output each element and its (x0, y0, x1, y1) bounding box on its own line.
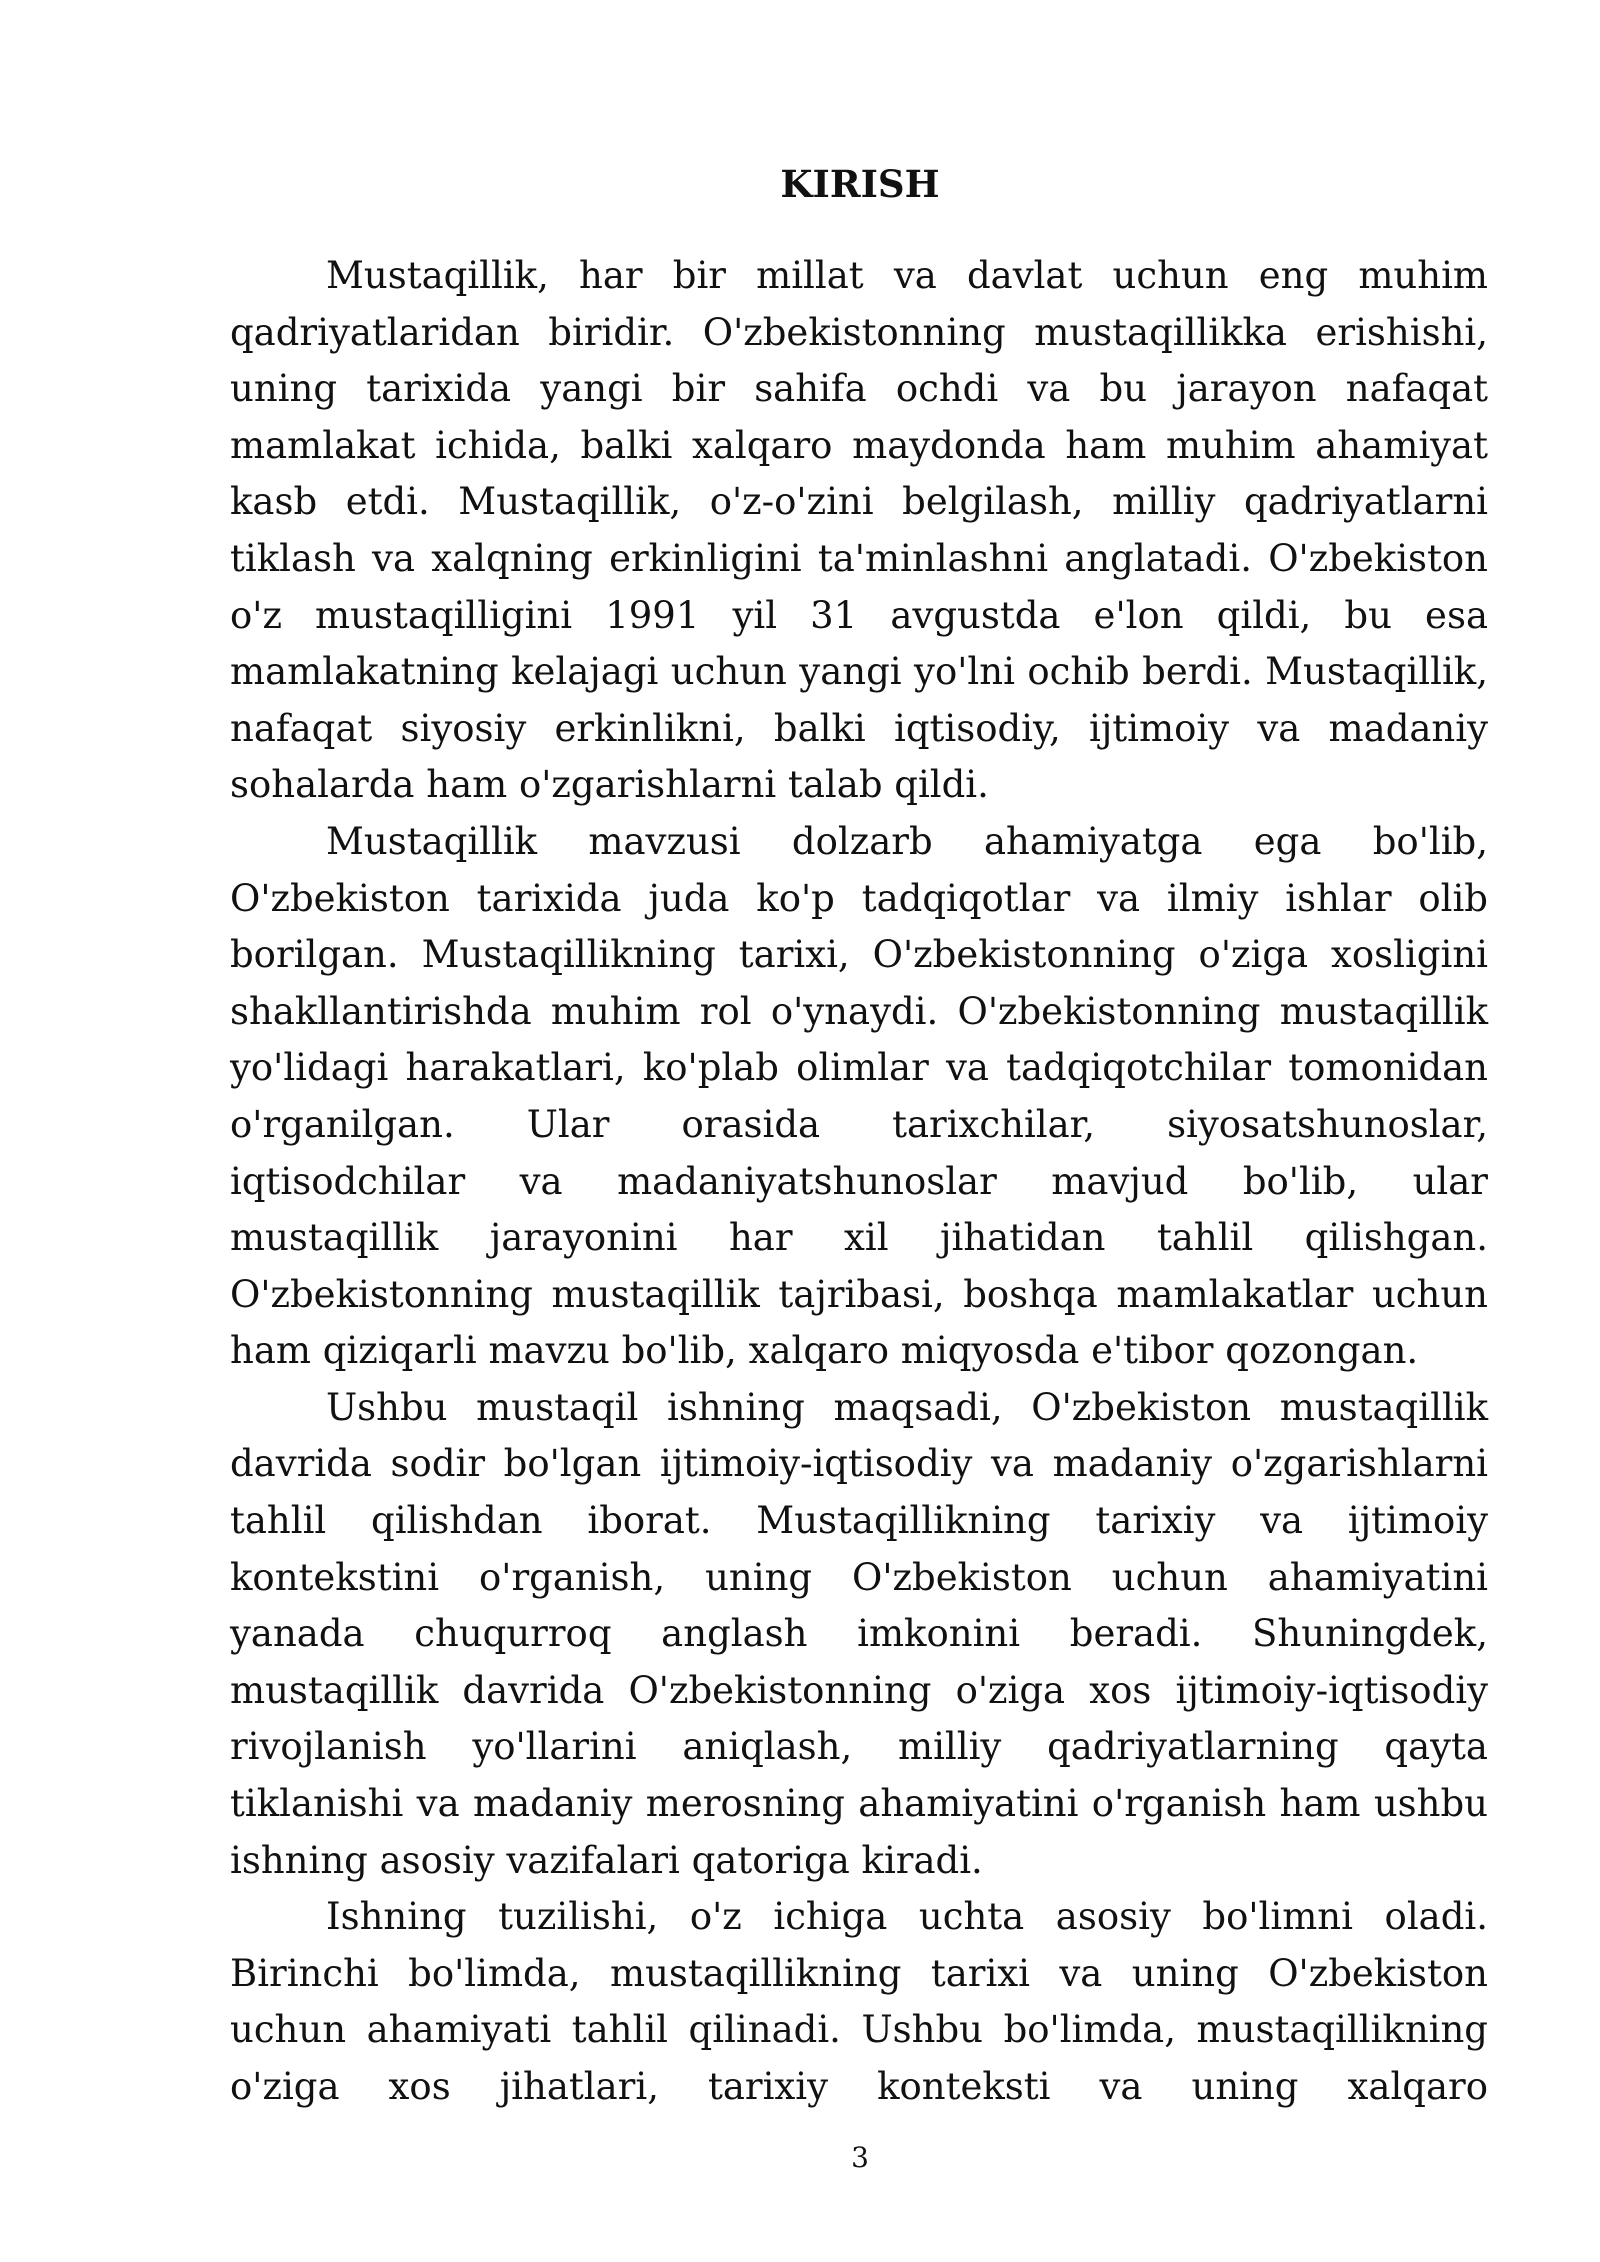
paragraph-2: Mustaqillik mavzusi dolzarb ahamiyatga ega bo'lib, O'zbekiston tarixida juda ko'p tadqiqotlar va ilmiy ishlar olib borilgan. Mustaqillikning tarixi, O'zbekistonning o'ziga xosligini shakllantirishda muhim rol o'ynaydi. O'zbekistonning mustaqillik yo'lidagi harakatlari, ko'plab olimlar va tadqiqotchilar tomonidan o'rganilgan. Ular orasida tarixchilar, siyosatshunoslar, iqtisodchilar va madaniyatshunoslar mavjud bo'lib, ular mustaqillik jarayonini har xil jihatidan tahlil qilishgan. O'zbekistonning mustaqillik tajribasi, boshqa mamlakatlar uchun ham qiziqarli mavzu bo'lib, xalqaro miqyosda e'tibor qozongan. (230, 819, 1488, 1373)
body-text (230, 248, 1488, 2116)
paragraph-4: Ishning tuzilishi, o'z ichiga uchta asosiy bo'limni oladi. Birinchi bo'limda, mustaqillikning tarixi va uning O'zbekiston uchun ahamiyati tahlil qilinadi. Ushbu bo'limda, mustaqillikning o'ziga xos jihatlari, tarixiy konteksti va uning xalqaro (230, 1895, 1488, 2108)
paragraph-3: Ushbu mustaqil ishning maqsadi, O'zbekiston mustaqillik davrida sodir bo'lgan ijtimoiy-iqtisodiy va madaniy o'zgarishlarni tahlil qilishdan iborat. Mustaqillikning tarixiy va ijtimoiy kontekstini o'rganish, uning O'zbekiston uchun ahamiyatini yanada chuqurroq anglash imkonini beradi. Shuningdek, mustaqillik davrida O'zbekistonning o'ziga xos ijtimoiy-iqtisodiy rivojlanish yo'llarini aniqlash, milliy qadriyatlarning qayta tiklanishi va madaniy merosning ahamiyatini o'rganish ham ushbu ishning asosiy vazifalari qatoriga kiradi. (230, 1385, 1488, 1882)
paragraph-1: Mustaqillik, har bir millat va davlat uchun eng muhim qadriyatlaridan biridir. O'zbekistonning mustaqillikka erishishi, uning tarixida yangi bir sahifa ochdi va bu jarayon nafaqat mamlakat ichida, balki xalqaro maydonda ham muhim ahamiyat kasb etdi. Mustaqillik, o'z-o'zini belgilash, milliy qadriyatlarni tiklash va xalqning erkinligini ta'minlashni anglatadi. O'zbekiston o'z mustaqilligini 1991 yil 31 avgustda e'lon qildi, bu esa mamlakatning kelajagi uchun yangi yo'lni ochib berdi. Mustaqillik, nafaqat siyosiy erkinlikni, balki iqtisodiy, ijtimoiy va madaniy sohalarda ham o'zgarishlarni talab qildi. (230, 254, 1488, 807)
page-title: KIRISH (780, 162, 940, 206)
page-number: 3 (851, 2141, 869, 2174)
